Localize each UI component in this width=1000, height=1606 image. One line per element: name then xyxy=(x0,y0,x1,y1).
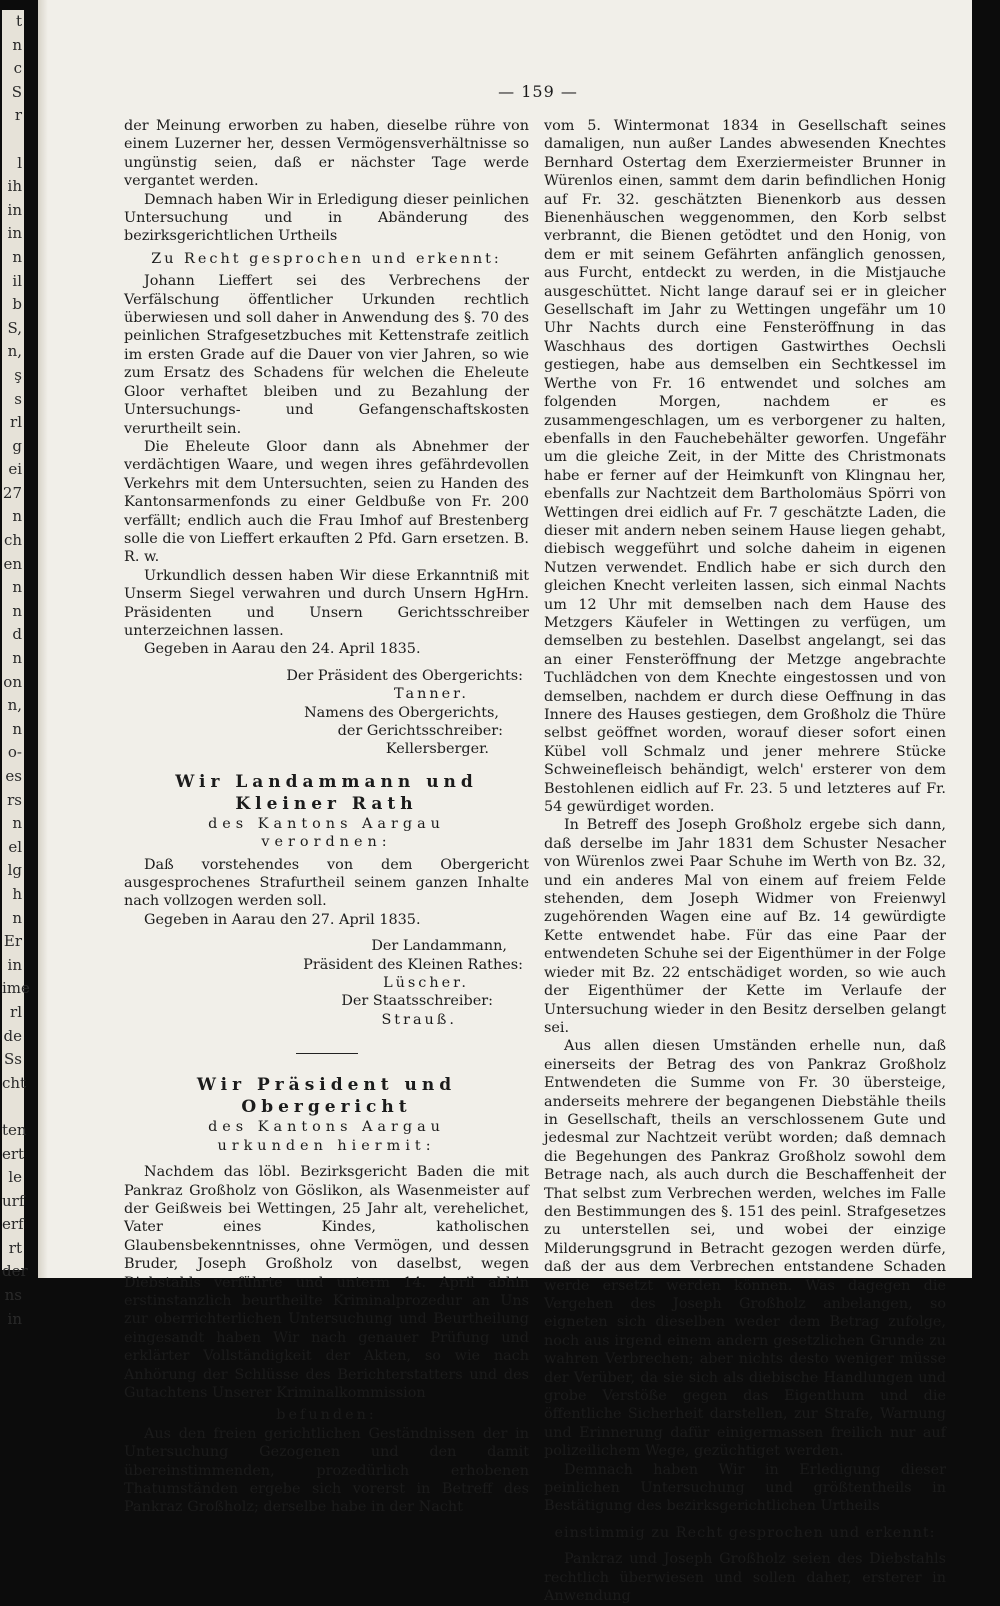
book-page xyxy=(38,0,972,1605)
facing-page-fragment: cht xyxy=(2,1073,27,1092)
facing-page-fragment: t xyxy=(15,12,22,30)
facing-page-fragment: ime xyxy=(2,979,30,998)
facing-page-fragment: n xyxy=(12,908,22,927)
facing-page-fragment: en xyxy=(3,554,22,573)
facing-page-fragment: s xyxy=(14,389,22,408)
paragraph: Pankraz und Joseph Großholz seien des Diebstahls rechtlich überwiesen und sollen daher, ersterer in Anwendung xyxy=(544,1551,946,1605)
facing-page-fragment: ş xyxy=(14,365,22,384)
paragraph: In Betreff des Joseph Großholz ergebe sich dann, daß derselbe im Jahr 1831 dem Schuster Nesacher von Würenlos zwei Paar Schuhe im Werth von Bz. 32, und ein anderes Mal von einem auf freiem Felde stehenden, dem Joseph Widmer von Freienwyl zugehörenden Wagen eine auf Bz. 14 gewürdigte Kette entwendet habe. Für das eine Paar der entwendeten Schuhe sei der Eigenthümer in der Folge wieder mit Bz. 22 entschädiget worden, so wie auch der Eigenthümer der Kette im Verlaufe der Untersuchung wieder in den Besitz derselben gelangt sei. xyxy=(544,817,946,1036)
paragraph: Daß vorstehendes von dem Obergericht ausgesprochenes Strafurtheil seinem ganzen Inhalte nach vollzogen werden soll. xyxy=(124,856,529,910)
signature-name: Strauß. xyxy=(381,1011,457,1028)
facing-page-fragment: ten xyxy=(2,1120,27,1139)
facing-page-fragment: h xyxy=(12,884,22,903)
facing-page-edge xyxy=(0,0,38,1328)
facing-page-fragment: 27 xyxy=(2,483,22,502)
paragraph: Nachdem das löbl. Bezirksgericht Baden die mit Pankraz Großholz von Göslikon, als Wasenmeister auf der Geißweis bei Wettingen, 25 Jahr alt, verehelichet, Vater eines Kindes, katholischen Glaubensbekenntnisses, ohne Vermögen, und dessen Bruder, Joseph Großholz von daselbst, wegen Diebstahls verführte und unterm 14. April abhin erstinstanzlich beurtheilte Kriminalprozedur an Uns zur oberrichterlichen Untersuchung und Beurtheilung eingesandt haben Wir nach genauer Prüfung und erklärter Vollständigkeit der Akten, so wie nach Anhörung der Schlüsse des Berichterstatters und des Gutachtens Unserer Kriminalkommission xyxy=(124,1164,529,1401)
facing-page-fragment: g xyxy=(12,436,22,455)
paragraph: Johann Lieffert sei des Verbrechens der Verfälschung öffentlicher Urkunden rechtlich überwiesen und soll daher in Anwendung des §. 70 des peinlichen Strafgesetzbuches mit Kettenstrafe zeitlich im ersten Grade auf die Dauer von vier Jahren, so wie zum Ersatz des Schadens für welchen die Eheleute Gloor verhaftet bleiben und zu Bezahlung der Untersuchungs- und Gefangenschaftskosten verurtheilt sein. xyxy=(124,273,529,437)
date-line: Gegeben in Aarau den 24. April 1835. xyxy=(144,641,421,658)
paragraph: vom 5. Wintermonat 1834 in Gesellschaft seines damaligen, nun außer Landes abwesenden Knechtes Bernhard Ostertag dem Exerziermeister Brunner in Würenlos einen, sammt dem darin befindlichen Honig auf Fr. 32. geschätzten Bienenkorb aus dessen Bienenhäuschen weggenommen, den Korb selbst verbrannt, die Bienen getödtet und den Honig, von dem er mit seinem Gefährten anfänglich genossen, aus Furcht, entdeckt zu werden, in die Mistjauche ausgeschüttet. Nicht lange darauf sei er in gleicher Gesellschaft im Jahr zu Wettingen ungefähr um 10 Uhr Nachts durch eine Fensteröffnung in das Waschhaus des dortigen Gastwirthes Oechsli gestiegen, habe aus demselben ein Sechtkessel im Werthe von Fr. 16 entwendet und solches am folgenden Morgen, nachdem er es zusammengeschlagen, um es verborgener zu halten, ebenfalls in den Fauchebehälter geworfen. Ungefähr um die gleiche Zeit, in der Mitte des Christmonats habe er ferner auf der Heimkunft von Klingnau her, ebenfalls zur Nachtzeit dem Bartholomäus Spörri von Wettingen drei eidlich auf Fr. 7 geschätzte Laden, die dieser mit andern neben seinem Hause liegen gehabt, diebisch weggeführt und solche daheim in eigenen Nutzen verwendet. Endlich habe er sich durch den gleichen Knecht verleiten lassen, sich einmal Nachts um 12 Uhr mit demselben nach dem Hause des Metzgers Käufeler in Wettingen zu verfügen, um demselben zu bestehlen. Daselbst angelangt, sei das an einer Fensteröffnung der Metzge angebrachte Tuchlädchen von dem Knechte eingestossen und von demselben, nachdem er durch diese Oeffnung in das Innere des Hauses gestiegen, dem Großholz die Thüre selbst geöffnet worden, worauf dieser sofort einen Kübel voll Schmalz und jener mehrere Stücke Schweinefleisch behändigt, welch' ersterer von dem Bestohlenen eidlich auf Fr. 23. 5 und letzteres auf Fr. 54 gewürdiget worden. xyxy=(544,118,946,816)
facing-page-fragment: c xyxy=(13,59,22,78)
facing-page-fragment: n, xyxy=(7,696,22,715)
facing-page-fragment: lg xyxy=(7,861,22,880)
facing-page-fragment: r xyxy=(14,106,22,125)
facing-page-fragment: il xyxy=(12,271,22,290)
facing-page-fragment: S, xyxy=(7,318,22,337)
left-column xyxy=(124,117,529,1517)
facing-page-fragments xyxy=(2,10,30,1328)
page-number: — 159 — xyxy=(498,82,578,101)
facing-page-fragment: es xyxy=(5,767,22,785)
facing-page-fragment: Er xyxy=(3,932,22,951)
facing-page-fragment: S xyxy=(11,82,22,101)
section-heading: Wir Präsident und Obergericht xyxy=(196,1075,457,1118)
facing-page-fragment xyxy=(2,1095,24,1119)
section-subheading: des Kantons Aargau xyxy=(208,1119,445,1136)
section-subheading: verordnen: xyxy=(261,834,392,851)
facing-page-fragment: n, xyxy=(7,342,22,361)
signature-title: der Gerichtsschreiber: xyxy=(337,723,503,739)
facing-page-fragment: ert xyxy=(2,1144,25,1163)
divider xyxy=(296,1053,358,1054)
facing-page-fragment: Ss xyxy=(4,1050,22,1069)
paragraph: Aus allen diesen Umständen erhelle nun, daß einerseits der Betrag des von Pankraz Großholz Entwendeten die Summe von Fr. 30 übersteige, anderseits mehrere der begangenen Diebstähle theils in Gesellschaft, theils an verschlossenem Gute und jedesmal zur Nachtzeit verübt worden; daß demnach die Begehungen des Pankraz Großholz sowohl dem Betrage nach, als auch durch die Beschaffenheit der That selbst zum Verbrechen werden, welches im Falle den Bestimmungen des §. 151 des peinl. Strafgesetzes zu unterstellen sei, und wobei der einzige Milderungsgrund in Betracht gezogen werden dürfe, daß der aus dem Verbrechen entstandene Schaden werde ersetzt werden können. Was dagegen die Vergehen des Joseph Großholz anbelangen, so eigneten sich dieselben weder dem Betrag zufolge, noch aus irgend einem andern gesetzlichen Grunde zu wahren Verbrechen; aber nichts desto weniger müsse der Verüber, da sie sich als diebische Handlungen und grobe Verstöße gegen das Eigenthum und die öffentliche Sicherheit darstellen, zur Strafe, Warnung und Erinnerung dafür einigermassen freilich nur auf polizeilichem Wege, gezüchtiget werden. xyxy=(544,1038,946,1460)
facing-page-fragment: ns xyxy=(4,1286,22,1305)
facing-page-fragment xyxy=(2,128,24,152)
facing-page-fragment: urf xyxy=(2,1191,25,1210)
facing-page-fragment: n xyxy=(12,578,22,597)
paragraph: Die Eheleute Gloor dann als Abnehmer der verdächtigen Waare, und wegen ihres gefährdevollen Verkehrs mit dem Untersuchten, seien zu Handen des Kantonsarmenfonds zu einer Geldbuße von Fr. 200 verfällt; endlich auch die Frau Imhof auf Brestenberg solle die von Lieffert erkauften 2 Pfd. Garn ersetzen. B. R. w. xyxy=(124,438,529,566)
facing-page-fragment: l xyxy=(17,153,22,172)
facing-page-fragment: rl xyxy=(10,413,22,432)
facing-page-fragment: n xyxy=(12,719,22,738)
signature-title: Präsident des Kleinen Rathes: xyxy=(303,956,523,973)
facing-page-fragment: in xyxy=(7,1309,22,1328)
right-column xyxy=(544,117,946,1606)
paragraph: Aus den freien gerichtlichen Geständnissen der in Untersuchung Gezogenen und den damit übereinstimmenden, prozedürlich erhobenen Thatumständen ergebe sich vorerst in Betreff des Pankraz Großholz; derselbe habe in der Nacht xyxy=(124,1425,529,1516)
signature-name: Tanner. xyxy=(394,686,469,703)
date-line: Gegeben in Aarau den 27. April 1835. xyxy=(144,911,421,928)
facing-page-fragment: de xyxy=(3,1026,22,1045)
paragraph: Urkundlich dessen haben Wir diese Erkanntniß mit Unserm Siegel verwahren und durch Unsern HgHrn. Präsidenten und Unsern Gerichtsschreiber unterzeichnen lassen. xyxy=(124,567,529,639)
facing-page-fragment: rs xyxy=(7,790,22,809)
section-subheading: urkunden hiermit: xyxy=(217,1137,436,1154)
signature-title: Der Präsident des Obergerichts: xyxy=(286,667,523,684)
facing-page-fragment: ei xyxy=(8,460,22,479)
facing-page-fragment: le xyxy=(8,1168,22,1187)
facing-page-fragment: ch xyxy=(3,531,22,550)
facing-page-fragment: in xyxy=(7,200,22,219)
facing-page-fragment: o- xyxy=(7,743,22,762)
facing-page-fragment: n xyxy=(12,649,22,668)
section-heading: einstimmig zu Recht gesprochen und erkennt: xyxy=(554,1524,936,1541)
facing-page-fragment: b xyxy=(12,295,22,314)
paragraph: Demnach haben Wir in Erledigung dieser peinlichen Untersuchung und größtentheils in Bestätigung des bezirksgerichtlichen Urtheils xyxy=(544,1461,946,1515)
facing-page-fragment: in xyxy=(7,224,22,243)
facing-page-fragment: der xyxy=(2,1262,28,1281)
facing-page-fragment: n xyxy=(12,507,22,526)
signature-name: Kellersberger. xyxy=(385,741,489,758)
signature-title: Namens des Obergerichts, xyxy=(304,704,499,721)
facing-page-fragment: n xyxy=(12,247,22,266)
signature-title: Der Landammann, xyxy=(371,938,507,955)
paragraph: Demnach haben Wir in Erledigung dieser peinlichen Untersuchung und in Abänderung des bezirksgerichtlichen Urtheils xyxy=(124,191,529,245)
signature-title: Der Staatsschreiber: xyxy=(341,993,493,1010)
section-heading: Zu Recht gesprochen und erkennt: xyxy=(151,250,502,267)
facing-page-fragment: n xyxy=(12,814,22,833)
facing-page-fragment: in xyxy=(7,955,22,974)
signature-name: Lüscher. xyxy=(383,975,469,992)
section-heading: Wir Landammann und Kleiner Rath xyxy=(175,771,478,814)
facing-page-fragment: n xyxy=(12,601,22,620)
facing-page-fragment: n xyxy=(12,35,22,54)
facing-page-fragment: rl xyxy=(10,1002,22,1021)
facing-page-fragment: erf xyxy=(2,1215,24,1234)
facing-page-fragment: on xyxy=(3,672,22,691)
facing-page-fragment: ih xyxy=(7,177,22,196)
facing-page-fragment: d xyxy=(12,625,22,644)
facing-page-fragment: el xyxy=(8,837,22,856)
section-heading: befunden: xyxy=(276,1407,377,1424)
section-subheading: des Kantons Aargau xyxy=(208,815,445,832)
paragraph: der Meinung erworben zu haben, dieselbe rühre von einem Luzerner her, dessen Vermögensverhältnisse so ungünstig seien, daß er nächster Tage werde vergantet werden. xyxy=(124,118,529,190)
facing-page-fragment: rt xyxy=(8,1238,22,1257)
